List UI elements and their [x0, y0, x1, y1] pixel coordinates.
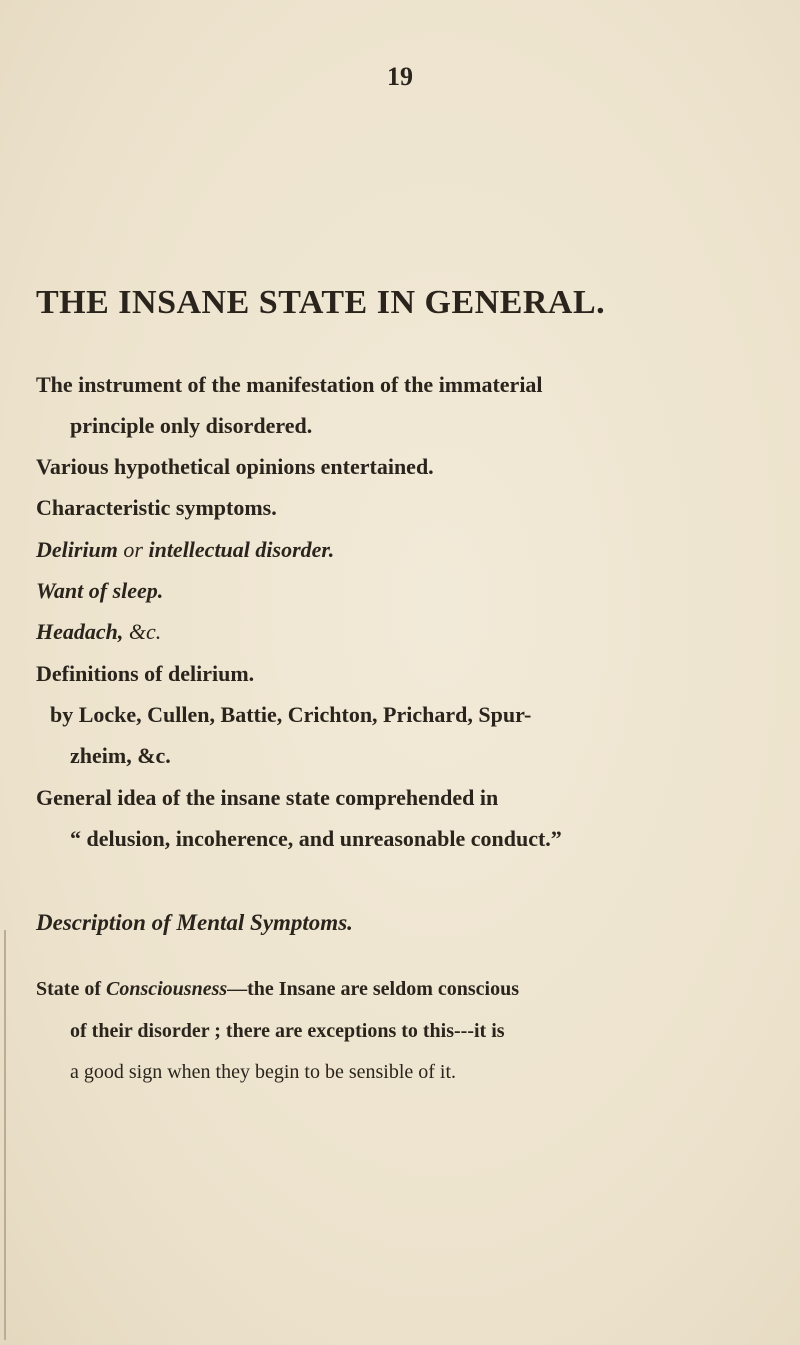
summary-line-4: Characteristic symptoms. [36, 495, 277, 520]
page-number: 19 [387, 62, 413, 91]
paragraph-line-3: a good sign when they begin to be sensible of it. [70, 1061, 457, 1083]
binding-edge [4, 930, 6, 1340]
state-of-text: State of [36, 978, 106, 1000]
delirium-term: Delirium [36, 537, 118, 562]
summary-line-7 [36, 619, 161, 645]
consciousness-term: Consciousness [105, 978, 228, 1000]
or-word: or [117, 537, 149, 562]
headach-term: Headach, [36, 619, 129, 644]
summary-line-11: General idea of the insane state comprehended in [36, 785, 499, 810]
summary-line-1: The instrument of the manifestation of the immaterial [36, 372, 543, 397]
summary-line-6: Want of sleep. [36, 578, 164, 603]
summary-line-8: Definitions of delirium. [36, 661, 255, 686]
summary-line-5 [36, 537, 334, 563]
chapter-heading: THE INSANE STATE IN GENERAL. [36, 284, 606, 321]
summary-line-2: principle only disordered. [70, 413, 313, 438]
paragraph-line-1 [36, 978, 519, 1001]
summary-line-9: by Locke, Cullen, Battie, Crichton, Prichard, Spur- [50, 702, 532, 727]
paragraph-line-1-rest: —the Insane are seldom conscious [227, 978, 520, 1000]
paragraph-line-2: of their disorder ; there are exceptions to this---it is [70, 1020, 505, 1042]
summary-line-10: zheim, &c. [70, 743, 171, 768]
summary-line-3: Various hypothetical opinions entertained. [36, 454, 434, 479]
etc-mark: &c. [128, 619, 162, 644]
summary-line-12: “ delusion, incoherence, and unreasonable conduct.” [70, 826, 562, 851]
section-subheading: Description of Mental Symptoms. [36, 910, 353, 935]
intellectual-disorder-term: intellectual disorder. [148, 537, 335, 562]
